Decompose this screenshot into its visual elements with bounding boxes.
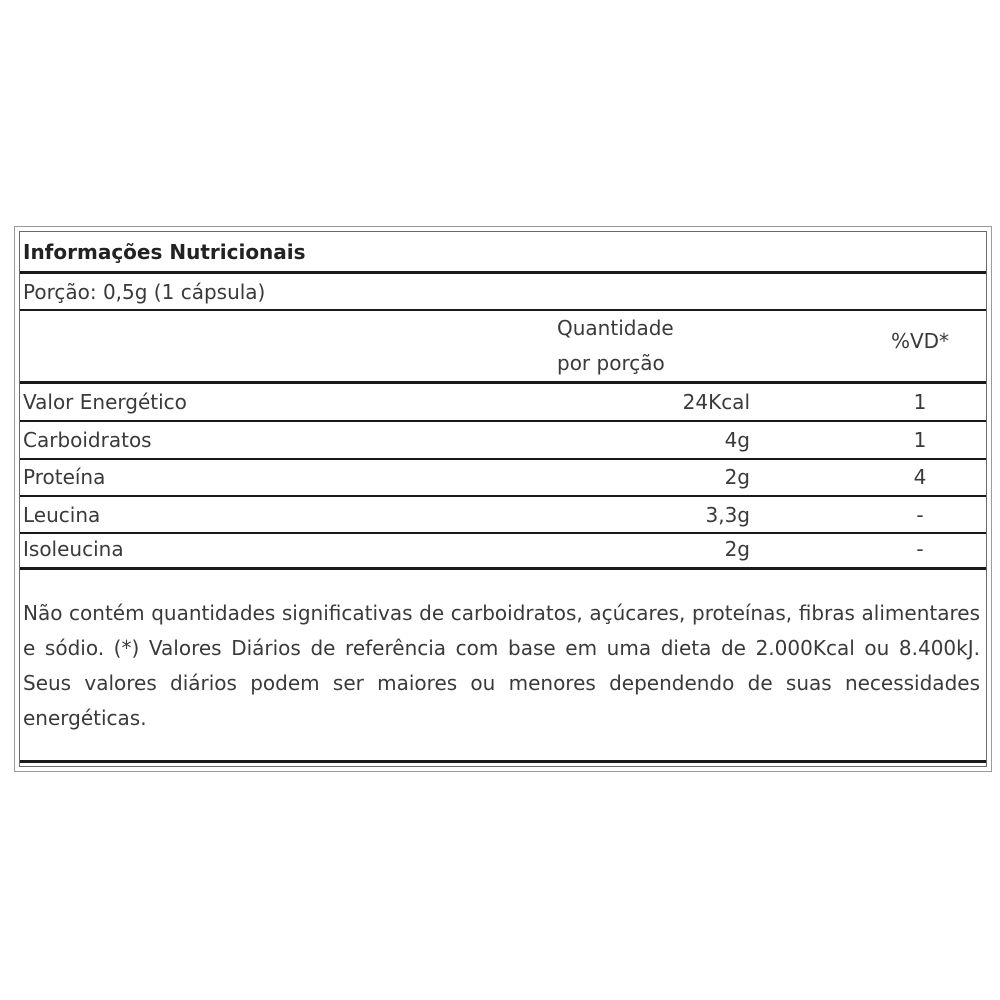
divider — [20, 420, 986, 422]
nutrient-quantity: 24Kcal — [682, 390, 750, 414]
nutrient-quantity: 4g — [724, 428, 750, 452]
divider — [20, 458, 986, 460]
divider — [20, 271, 986, 274]
nutrient-name: Proteína — [23, 465, 106, 489]
nutrient-daily-value: 4 — [913, 465, 927, 489]
header-daily-value: %VD* — [890, 329, 950, 353]
divider — [20, 532, 986, 534]
nutrient-name: Leucina — [23, 503, 101, 527]
nutrient-name: Valor Energético — [23, 390, 187, 414]
header-quantity-line2: por porção — [557, 351, 665, 375]
divider — [20, 495, 986, 497]
table-title-text: Informações Nutricionais — [23, 240, 306, 264]
table-header-row — [20, 311, 986, 381]
header-quantity-line1: Quantidade — [557, 316, 674, 340]
nutrient-daily-value: 1 — [913, 390, 927, 414]
divider — [20, 381, 986, 384]
divider — [20, 567, 986, 570]
header-quantity — [557, 311, 674, 381]
nutrient-daily-value: 1 — [913, 428, 927, 452]
footnote-text: Não contém quantidades significativas de carboidratos, açúcares, proteínas, fibras alimentares e sódio. (*) Valores Diários de referência com base em uma dieta de 2.000Kcal ou 8.400kJ. Seus valores diários podem ser maiores ou menores dependendo de suas necessidades energéticas. — [23, 601, 980, 730]
serving-size-text: Porção: 0,5g (1 cápsula) — [23, 280, 266, 304]
nutrient-daily-value: - — [916, 537, 924, 561]
nutrient-daily-value: - — [916, 503, 924, 527]
bottom-divider — [20, 760, 986, 763]
nutrient-name: Isoleucina — [23, 537, 124, 561]
nutrient-quantity: 3,3g — [705, 503, 750, 527]
nutrient-quantity: 2g — [724, 465, 750, 489]
nutrient-name: Carboidratos — [23, 428, 152, 452]
nutrient-quantity: 2g — [724, 537, 750, 561]
